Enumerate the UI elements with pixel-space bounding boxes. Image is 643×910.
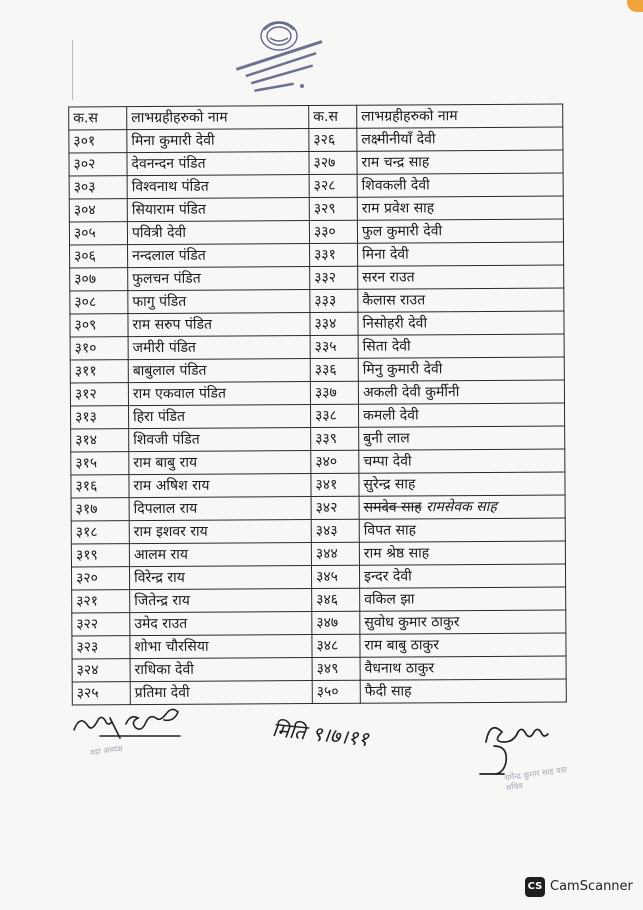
serial-cell: ३०६ (70, 245, 128, 268)
serial-cell: ३०३ (69, 176, 127, 199)
serial-cell: ३१५ (71, 452, 129, 475)
name-cell: दिपलाल राय (129, 497, 311, 521)
serial-cell: ३१७ (71, 498, 129, 521)
serial-cell: ३२५ (72, 682, 130, 705)
name-cell: सुवोध कुमार ठाकुर (360, 610, 566, 634)
table-row (71, 518, 565, 544)
name-cell: फैदी साह (360, 679, 566, 703)
serial-cell: ३४० (311, 450, 359, 473)
table-row (72, 610, 566, 636)
left-signature-icon (70, 700, 220, 742)
official-seal-icon (228, 8, 330, 100)
serial-cell: ३१० (70, 337, 128, 360)
serial-cell: ३४६ (312, 588, 360, 611)
serial-cell: ३३५ (310, 335, 358, 358)
table-row (71, 449, 565, 475)
name-cell: चम्पा देवी (359, 449, 565, 473)
name-cell: इन्दर देवी (359, 564, 565, 588)
serial-cell: ३३४ (310, 312, 358, 335)
corner-mark (627, 0, 643, 12)
name-cell: राम श्रेष्ठ साह (359, 541, 565, 565)
serial-cell: ३४७ (312, 611, 360, 634)
beneficiary-ledger (68, 103, 566, 706)
header-name-1: लाभग्रहीहरुको नाम (127, 106, 309, 130)
serial-cell: ३०४ (69, 199, 127, 222)
name-cell: राम अषिश राय (129, 474, 311, 498)
header-serial-1: क.स (69, 107, 127, 130)
serial-cell: ३१८ (71, 521, 129, 544)
serial-cell: ३०५ (69, 222, 127, 245)
name-cell: शिवकली देवी (357, 173, 563, 197)
table-row (70, 334, 564, 360)
serial-cell: ३४५ (311, 565, 359, 588)
name-cell: लक्ष्मीनीयाँ देवी (357, 127, 563, 151)
name-cell: विश्वनाथ पंडित (127, 175, 309, 199)
serial-cell: ३४४ (311, 542, 359, 565)
name-cell: सरन राउत (358, 265, 564, 289)
serial-cell: ३४९ (312, 657, 360, 680)
camscanner-brand: CamScanner (550, 879, 633, 894)
name-cell: जमीरी पंडित (128, 336, 310, 360)
name-cell: सियाराम पंडित (127, 198, 309, 222)
name-cell: शोभा चौरसिया (130, 635, 312, 659)
struck-name: समदेव साह (363, 499, 422, 516)
serial-cell: ३४१ (311, 473, 359, 496)
serial-cell: ३१९ (71, 544, 129, 567)
serial-cell: ३२७ (309, 151, 357, 174)
name-cell: मिना देवी (358, 242, 564, 266)
name-cell: राम चन्द्र साह (357, 150, 563, 174)
name-cell: बुनी लाल (359, 426, 565, 450)
name-cell: देवनन्दन पंडित (127, 152, 309, 176)
name-cell: राम बाबु राय (129, 451, 311, 475)
serial-cell: ३२९ (309, 197, 357, 220)
header-serial-2: क.स (309, 105, 357, 128)
serial-cell: ३०९ (70, 314, 128, 337)
serial-cell: ३०२ (69, 153, 127, 176)
table-row (71, 541, 565, 567)
name-cell: आलम राय (129, 543, 311, 567)
margin-line (72, 40, 73, 100)
name-cell: वकिल झा (360, 587, 566, 611)
name-cell: कमली देवी (358, 403, 564, 427)
serial-cell: ३१२ (70, 383, 128, 406)
serial-cell: ३०८ (70, 291, 128, 314)
table-row (70, 311, 564, 337)
table-row (70, 357, 564, 383)
table-row (69, 127, 563, 153)
name-cell: राम बाबु ठाकुर (360, 633, 566, 657)
serial-cell: ३२३ (72, 636, 130, 659)
name-cell: अकली देवी कुर्मीनी (358, 380, 564, 404)
serial-cell: ३३३ (310, 289, 358, 312)
serial-cell: ३२१ (72, 590, 130, 613)
table-row (71, 495, 565, 521)
name-cell: राधिका देवी (130, 658, 312, 682)
name-cell: प्रतिमा देवी (130, 681, 312, 705)
serial-cell: ३३९ (311, 427, 359, 450)
serial-cell: ३१३ (71, 406, 129, 429)
serial-cell: ३१४ (71, 429, 129, 452)
table-row (72, 656, 566, 682)
name-cell (359, 495, 565, 519)
name-cell: मिनु कुमारी देवी (358, 357, 564, 381)
name-cell: राम सरुप पंडित (128, 313, 310, 337)
serial-cell: ३४८ (312, 634, 360, 657)
table-row (71, 472, 565, 498)
serial-cell: ३४३ (311, 519, 359, 542)
serial-cell: ३३० (309, 220, 357, 243)
handwritten-date: मिति ९।७।११ (270, 717, 370, 751)
serial-cell: ३११ (70, 360, 128, 383)
name-cell: सुरेन्द्र साह (359, 472, 565, 496)
name-cell: बाबुलाल पंडित (128, 359, 310, 383)
name-cell: राम एकवाल पंडित (128, 382, 310, 406)
name-cell: फुलचन पंडित (128, 267, 310, 291)
serial-cell: ३०७ (70, 268, 128, 291)
name-cell: फागु पंडित (128, 290, 310, 314)
name-cell: पवित्री देवी (127, 221, 309, 245)
serial-cell: ३३६ (310, 358, 358, 381)
name-cell: मिना कुमारी देवी (127, 129, 309, 153)
table-row (71, 564, 565, 590)
table-row (70, 288, 564, 314)
serial-cell: ३३७ (310, 381, 358, 404)
name-cell: कैलास राउत (358, 288, 564, 312)
serial-cell: ३२२ (72, 613, 130, 636)
serial-cell: ३५० (312, 680, 360, 703)
table-row (69, 196, 563, 222)
serial-cell: ३२६ (309, 128, 357, 151)
serial-cell: ३३१ (310, 243, 358, 266)
table-row (69, 219, 563, 245)
camscanner-logo-icon: CS (525, 877, 545, 897)
name-cell: निसोहरी देवी (358, 311, 564, 335)
name-cell: शिवजी पंडित (129, 428, 311, 452)
table-header-row (69, 104, 563, 130)
name-cell: वैधनाथ ठाकुर (360, 656, 566, 680)
table-row (72, 587, 566, 613)
header-name-2: लाभग्रहीहरुको नाम (357, 104, 563, 128)
table-row (70, 265, 564, 291)
serial-cell: ३२८ (309, 174, 357, 197)
serial-cell: ३२० (71, 567, 129, 590)
beneficiary-table (68, 103, 567, 705)
name-cell: उमेद राउत (130, 612, 312, 636)
name-cell: विरेन्द्र राय (129, 566, 311, 590)
name-cell: नन्दलाल पंडित (128, 244, 310, 268)
serial-cell: ३४२ (311, 496, 359, 519)
serial-cell: ३३२ (310, 266, 358, 289)
table-row (71, 426, 565, 452)
name-cell: सिता देवी (358, 334, 564, 358)
name-cell: राम प्रवेश साह (357, 196, 563, 220)
name-cell: विपत साह (359, 518, 565, 542)
handwritten-correction: रामसेवक साह (426, 498, 497, 516)
table-row (71, 403, 565, 429)
right-stamp-text: धर्मेन्द्र कुमार साह वडा सचिव (503, 764, 568, 793)
table-row (69, 150, 563, 176)
name-cell: राम इशवर राय (129, 520, 311, 544)
serial-cell: ३०१ (69, 130, 127, 153)
name-cell: हिरा पंडित (129, 405, 311, 429)
serial-cell: ३२४ (72, 659, 130, 682)
serial-cell: ३१६ (71, 475, 129, 498)
serial-cell: ३३८ (310, 404, 358, 427)
table-row (72, 633, 566, 659)
name-cell: जितेन्द्र राय (130, 589, 312, 613)
left-stamp-text: वडा अध्यक्ष (89, 743, 124, 758)
table-row (69, 173, 563, 199)
table-row (70, 380, 564, 406)
name-cell: फुल कुमारी देवी (357, 219, 563, 243)
table-row (70, 242, 564, 268)
